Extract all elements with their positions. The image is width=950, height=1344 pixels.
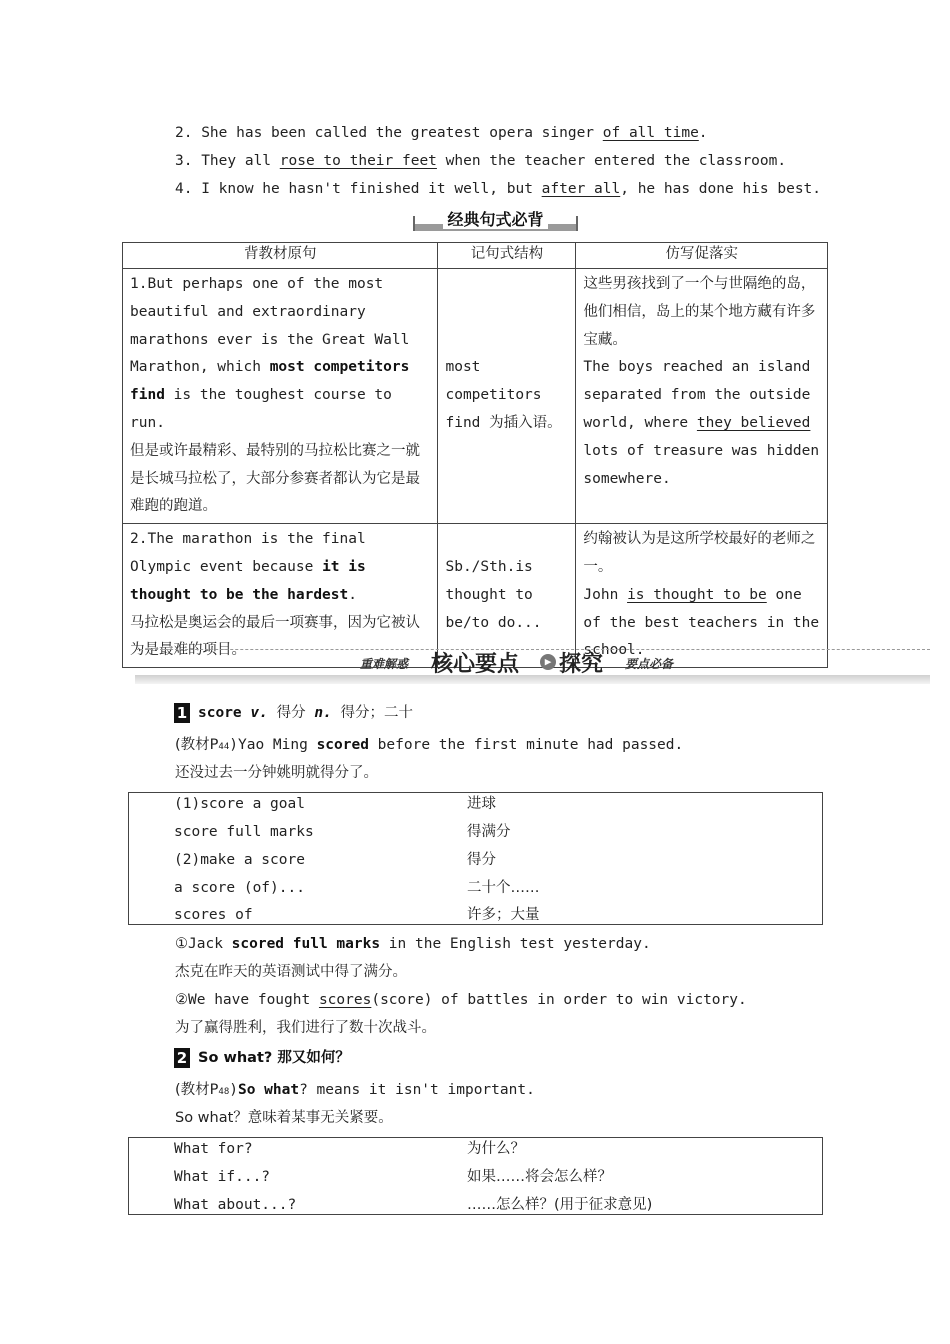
example-2: ②We have fought scores(score) of battles in order to win victory.: [175, 992, 747, 1008]
example-1-translation: 杰克在昨天的英语测试中得了满分。: [175, 964, 407, 980]
phrase-cn: 二十个……: [467, 880, 540, 896]
phrase-en: What if...?: [174, 1169, 271, 1185]
structure-2: Sb./Sth.is thought to be/to do...: [438, 524, 576, 668]
banner-left-label: 重难解惑: [360, 657, 409, 671]
sentence-4: 4. I know he hasn't finished it well, but after all, he has done his best.: [175, 181, 822, 197]
phrase-cn: 为什么？: [467, 1141, 525, 1157]
table-row: [123, 269, 828, 524]
point-1-phrase-box: [128, 792, 823, 925]
header-imitation: 仿写促落实: [576, 243, 828, 269]
table-header-row: [123, 243, 828, 269]
example-2-translation: 为了赢得胜利，我们进行了数十次战斗。: [175, 1020, 436, 1036]
point-2-phrase-box: [128, 1137, 823, 1215]
phrase-cn: ……怎么样？(用于征求意见): [467, 1197, 653, 1213]
imitation-1: 这些男孩找到了一个与世隔绝的岛，他们相信，岛上的某个地方藏有许多宝藏。 The boys reached an island separated from the outside world, where they believed lots of treasure was hidden somewhere.: [576, 269, 828, 524]
phrase-en: a score (of)...: [174, 880, 305, 896]
phrase-cn: 得满分: [467, 824, 511, 840]
original-sentence-2: 2.The marathon is the final Olympic event because it is thought to be the hardest. 马拉松是奥运会的最后一项赛事，因为它被认为是最难的项目。: [123, 524, 438, 668]
point-1-source-translation: 还没过去一分钟姚明就得分了。: [175, 765, 378, 781]
phrase-en: scores of: [174, 907, 253, 923]
point-2-source: (教材P48)So what? means it isn't important.: [175, 1082, 535, 1098]
point-number-badge: 2: [174, 1048, 190, 1068]
banner-title-2: 探究: [559, 652, 604, 677]
point-2-source-translation: So what？意味着某事无关紧要。: [175, 1110, 393, 1126]
sentence-2: 2. She has been called the greatest opera singer of all time.: [175, 125, 708, 141]
header-structure: 记句式结构: [438, 243, 576, 269]
phrase-cn: 进球: [467, 796, 496, 812]
phrase-cn: 得分: [467, 852, 496, 868]
phrase-cn: 许多；大量: [467, 907, 540, 923]
example-1: ①Jack scored full marks in the English test yesterday.: [175, 936, 651, 952]
header-original: 背教材原句: [123, 243, 438, 269]
section-banner-classic-sentences: [413, 207, 578, 233]
point-2-heading: 2 So what? 那又如何？: [174, 1048, 350, 1068]
point-1-source: (教材P44)Yao Ming scored before the first minute had passed.: [175, 737, 684, 753]
original-sentence-1: 1.But perhaps one of the most beautiful and extraordinary marathons ever is the Great Wall Marathon, which most competitors find is the toughest course to run. 但是或许最精彩、最特别的马拉松比赛之一就是长城马拉松了，大部分参赛者都认为它是最难跑的跑道。: [123, 269, 438, 524]
section-banner-core-points: [135, 645, 930, 685]
imitation-2: 约翰被认为是这所学校最好的老师之一。 John is thought to be one of the best teachers in the school.: [576, 524, 828, 668]
phrase-en: (2)make a score: [174, 852, 305, 868]
phrase-en: score full marks: [174, 824, 314, 840]
phrase-cn: 如果……将会怎么样？: [467, 1169, 612, 1185]
sentence-3: 3. They all rose to their feet when the teacher entered the classroom.: [175, 153, 787, 169]
point-number-badge: 1: [174, 703, 190, 723]
sentence-pattern-table: [122, 242, 828, 668]
section-title: 经典句式必背: [443, 210, 547, 229]
phrase-en: (1)score a goal: [174, 796, 305, 812]
phrase-en: What for?: [174, 1141, 253, 1157]
phrase-en: What about...?: [174, 1197, 297, 1213]
point-1-heading: 1 score v. 得分 n. 得分；二十: [174, 703, 413, 723]
banner-title: 核心要点: [431, 652, 520, 677]
arrow-right-icon: ▶: [540, 654, 556, 670]
banner-right-label: 要点必备: [625, 657, 674, 671]
structure-1: most competitors find 为插入语。: [438, 269, 576, 524]
